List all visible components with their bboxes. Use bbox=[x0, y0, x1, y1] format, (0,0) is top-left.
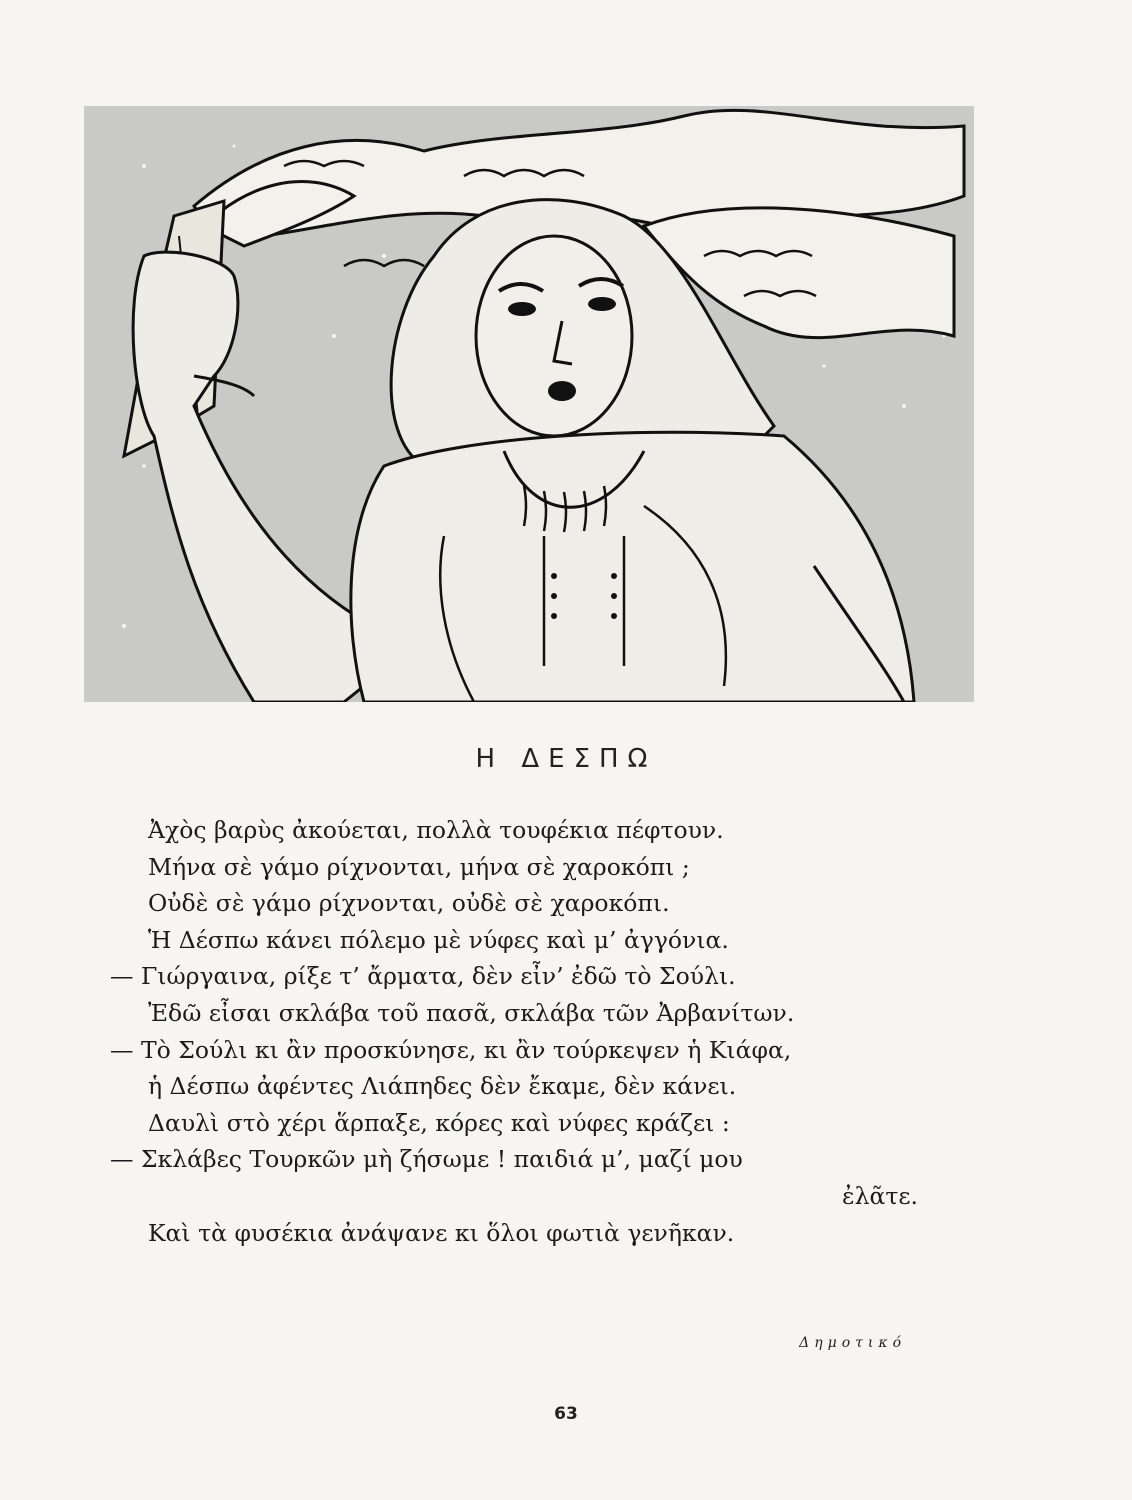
poem-line: — Γιώργαινα, ρίξε τ’ ἄρματα, δὲν εἶν’ ἐδῶ τὸ Σούλι. bbox=[110, 962, 736, 991]
poem-line: — Τὸ Σούλι κι ἂν προσκύνησε, κι ἂν τούρκεψεν ἡ Κιάφα, bbox=[110, 1035, 792, 1064]
illustration-drawing bbox=[84, 106, 974, 702]
poem-body bbox=[110, 812, 970, 1251]
poem-line: Καὶ τὰ φυσέκια ἀνάψανε κι ὅλοι φωτιὰ γενῆκαν. bbox=[148, 1218, 735, 1247]
poem-line: Οὐδὲ σὲ γάμο ρίχνονται, οὐδὲ σὲ χαροκόπι. bbox=[148, 889, 670, 918]
poem-line: — Σκλάβες Τουρκῶν μὴ ζήσωμε ! παιδιά μ’, μαζί μου bbox=[110, 1145, 743, 1174]
woodcut-woman-with-torch-illustration bbox=[84, 106, 974, 702]
poem-line: Ἐδῶ εἶσαι σκλάβα τοῦ πασᾶ, σκλάβα τῶν Ἀρβανίτων. bbox=[148, 998, 795, 1027]
author-credit: Δημοτικό bbox=[799, 1335, 906, 1351]
poem-line: Μήνα σὲ γάμο ρίχνονται, μήνα σὲ χαροκόπι ; bbox=[148, 852, 690, 881]
poem-title: Η ΔΕΣΠΩ bbox=[475, 744, 657, 774]
poem-line: Ἀχὸς βαρὺς ἀκούεται, πολλὰ τουφέκια πέφτουν. bbox=[148, 816, 724, 844]
poem-line: ἐλᾶτε. bbox=[841, 1181, 918, 1210]
poem-line: ἡ Δέσπω ἀφέντες Λιάπηδες δὲν ἔκαμε, δὲν κάνει. bbox=[148, 1072, 737, 1101]
page-number: 63 bbox=[554, 1404, 578, 1424]
poem-line: Δαυλὶ στὸ χέρι ἅρπαξε, κόρες καὶ νύφες κράζει : bbox=[148, 1108, 730, 1137]
poem-line: Ἡ Δέσπω κάνει πόλεμο μὲ νύφες καὶ μ’ ἀγγόνια. bbox=[148, 925, 729, 954]
